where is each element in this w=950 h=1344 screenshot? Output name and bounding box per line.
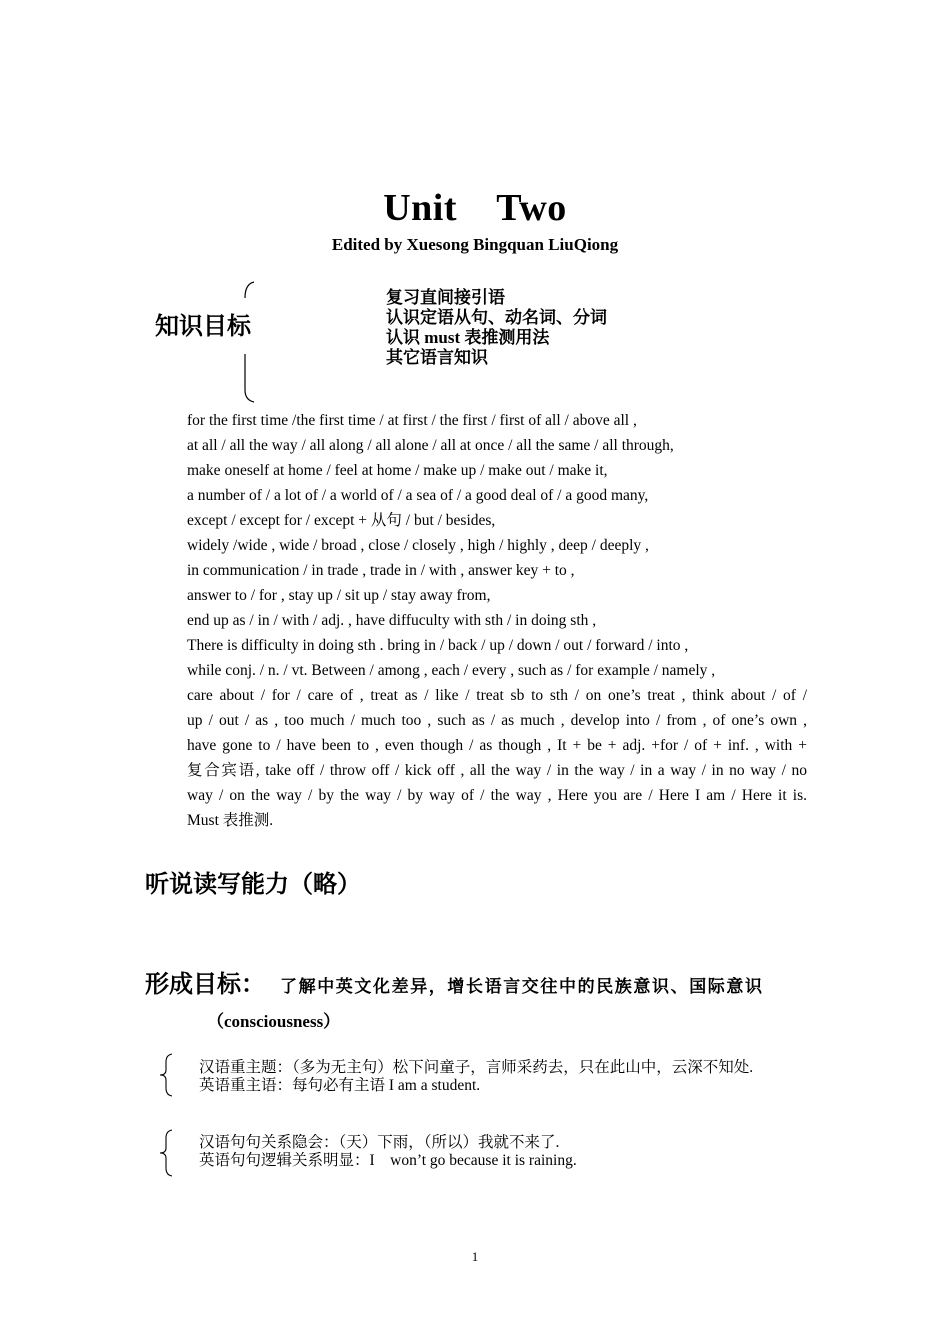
knowledge-heading: 知识目标	[155, 314, 251, 340]
contrast-brace-1	[158, 1052, 178, 1098]
formation-description: 了解中英文化差异，增长语言交往中的民族意识、国际意识	[280, 977, 764, 996]
skills-heading: 听说读写能力（略）	[145, 872, 361, 898]
contrast-line: 汉语句句关系隐会：（天）下雨，（所以）我就不来了.	[199, 1134, 560, 1151]
page-number: 1	[471, 1249, 479, 1264]
goal-item: 复习直间接引语	[386, 288, 505, 307]
vocab-line: make oneself at home / feel at home / make up / make out / make it,	[187, 462, 608, 479]
goal-item: 其它语言知识	[386, 348, 488, 367]
goal-item: 认识 must 表推测用法	[386, 328, 550, 347]
formation-heading: 形成目标：	[145, 972, 265, 998]
vocab-line: end up as / in / with / adj. , have diffuculty with sth / in doing sth ,	[187, 612, 597, 629]
knowledge-brace	[240, 280, 260, 405]
contrast-line: 英语重主语：每句必有主语 I am a student.	[199, 1077, 481, 1094]
vocab-line: care about / for / care of , treat as / like / treat sb to sth / on one’s treat , think about / of /	[187, 687, 807, 704]
vocab-line: up / out / as , too much / much too , such as / as much , develop into / from , of one’s own ,	[187, 712, 807, 729]
formation-description-cont: （consciousness）	[207, 1012, 341, 1031]
vocab-line: a number of / a lot of / a world of / a sea of / a good deal of / a good many,	[187, 487, 649, 504]
contrast-brace-2	[158, 1128, 178, 1178]
contrast-pair-1	[199, 1059, 753, 1095]
vocab-line: while conj. / n. / vt. Between / among , each / every , such as / for example / namely ,	[187, 662, 716, 679]
contrast-line: 汉语重主题：（多为无主句）松下问童子，言师采药去，只在此山中，云深不知处.	[199, 1059, 754, 1076]
vocabulary-paragraph	[187, 408, 807, 833]
vocab-line: except / except for / except + 从句 / but / besides,	[187, 512, 496, 529]
vocab-line: answer to / for , stay up / sit up / stay away from,	[187, 587, 491, 604]
vocab-line: way / on the way / by the way / by way of / the way , Here you are / Here I am / Here it is.	[187, 787, 807, 804]
vocab-line: have gone to / have been to , even though / as though , It + be + adj. +for / of + inf. , with +	[187, 737, 807, 754]
knowledge-goals-list	[386, 288, 607, 368]
goal-item: 认识定语从句、动名词、分词	[386, 308, 607, 327]
vocab-line: for the first time /the first time / at first / the first / first of all / above all ,	[187, 412, 637, 429]
contrast-line: 英语句句逻辑关系明显：I won’t go because it is raining.	[199, 1152, 577, 1169]
vocab-line: at all / all the way / all along / all alone / all at once / all the same / all through,	[187, 437, 674, 454]
vocab-line: Must 表推测.	[187, 812, 274, 829]
editors-line: Edited by Xuesong Bingquan LiuQiong	[331, 235, 619, 254]
vocab-line: There is difficulty in doing sth . bring in / back / up / down / out / forward / into ,	[187, 637, 689, 654]
page-title: Unit Two	[383, 187, 567, 229]
vocab-line: 复合宾语, take off / throw off / kick off , all the way / in the way / in a way / in no way / no	[187, 762, 807, 779]
vocab-line: widely /wide , wide / broad , close / closely , high / highly , deep / deeply ,	[187, 537, 649, 554]
vocab-line: in communication / in trade , trade in / with , answer key + to ,	[187, 562, 575, 579]
contrast-pair-2	[199, 1134, 577, 1170]
